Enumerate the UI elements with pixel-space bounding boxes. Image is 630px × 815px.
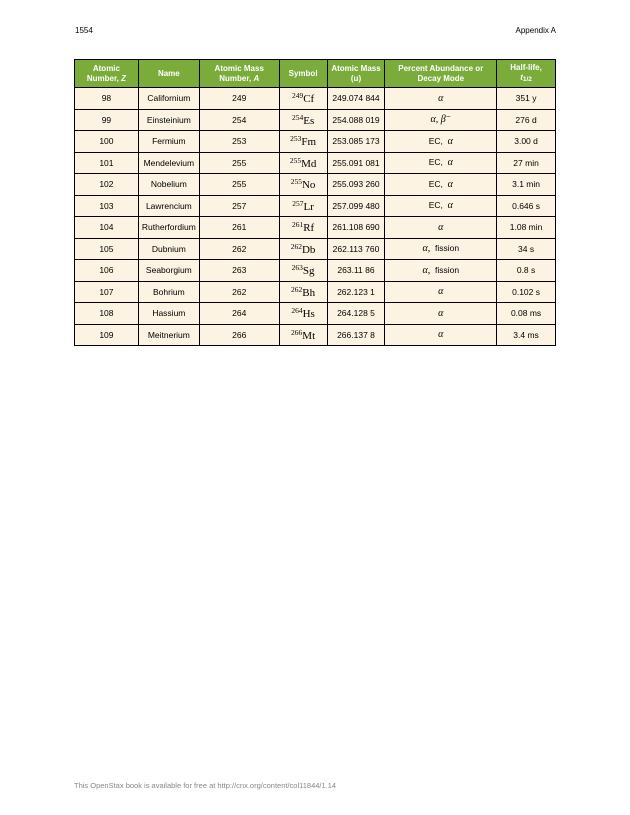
table-header-row <box>75 60 556 88</box>
cell-name: Rutherfordium <box>138 217 199 239</box>
table-row <box>75 324 556 346</box>
cell-symbol: $^{266}$Mt <box>279 324 327 346</box>
table-row <box>75 281 556 303</box>
cell-decay-mode: EC, α <box>385 131 497 153</box>
header-name: Name <box>138 60 199 88</box>
cell-half-life: 351 y <box>497 88 556 110</box>
cell-name: Fermium <box>138 131 199 153</box>
cell-half-life: 0.102 s <box>497 281 556 303</box>
cell-decay-mode: α <box>385 303 497 325</box>
cell-atomic-mass: 262.113 760 <box>327 238 385 260</box>
cell-mass-number: 253 <box>199 131 279 153</box>
cell-mass-number: 254 <box>199 109 279 131</box>
cell-name: Californium <box>138 88 199 110</box>
cell-atomic-mass: 255.091 081 <box>327 152 385 174</box>
cell-mass-number: 264 <box>199 303 279 325</box>
cell-atomic-mass: 262.123 1 <box>327 281 385 303</box>
cell-symbol: $^{255}$Md <box>279 152 327 174</box>
cell-atomic-number: 108 <box>75 303 139 325</box>
cell-atomic-number: 102 <box>75 174 139 196</box>
table-row <box>75 109 556 131</box>
table-row <box>75 260 556 282</box>
cell-name: Einsteinium <box>138 109 199 131</box>
table-row <box>75 217 556 239</box>
table-row <box>75 303 556 325</box>
page-number: 1554 <box>75 26 93 35</box>
cell-atomic-number: 109 <box>75 324 139 346</box>
cell-mass-number: 262 <box>199 238 279 260</box>
table-row <box>75 238 556 260</box>
cell-symbol: $^{261}$Rf <box>279 217 327 239</box>
cell-half-life: 0.646 s <box>497 195 556 217</box>
cell-atomic-mass: 254.088 019 <box>327 109 385 131</box>
header-atomic-mass: Atomic Mass (u) <box>327 60 385 88</box>
cell-symbol: $^{255}$No <box>279 174 327 196</box>
table-row <box>75 174 556 196</box>
cell-atomic-number: 105 <box>75 238 139 260</box>
cell-half-life: 276 d <box>497 109 556 131</box>
cell-symbol: $^{249}$Cf <box>279 88 327 110</box>
cell-name: Meitnerium <box>138 324 199 346</box>
cell-mass-number: 266 <box>199 324 279 346</box>
cell-atomic-mass: 261.108 690 <box>327 217 385 239</box>
cell-mass-number: 261 <box>199 217 279 239</box>
cell-name: Nobelium <box>138 174 199 196</box>
cell-atomic-number: 99 <box>75 109 139 131</box>
footer-note: This OpenStax book is available for free at http://cnx.org/content/col11844/1.14 <box>74 781 337 790</box>
cell-symbol: $^{257}$Lr <box>279 195 327 217</box>
cell-atomic-mass: 255.093 260 <box>327 174 385 196</box>
cell-name: Bohrium <box>138 281 199 303</box>
running-head: Appendix A <box>515 26 556 35</box>
cell-half-life: 3.1 min <box>497 174 556 196</box>
cell-atomic-number: 98 <box>75 88 139 110</box>
header-symbol: Symbol <box>279 60 327 88</box>
cell-decay-mode: α, fission <box>385 238 497 260</box>
header-mass-number: Atomic Mass Number, A <box>199 60 279 88</box>
cell-half-life: 3.4 ms <box>497 324 556 346</box>
cell-atomic-mass: 264.128 5 <box>327 303 385 325</box>
cell-atomic-number: 100 <box>75 131 139 153</box>
cell-atomic-number: 104 <box>75 217 139 239</box>
cell-atomic-number: 106 <box>75 260 139 282</box>
cell-atomic-number: 101 <box>75 152 139 174</box>
cell-decay-mode: EC, α <box>385 174 497 196</box>
cell-atomic-number: 107 <box>75 281 139 303</box>
cell-atomic-mass: 249.074 844 <box>327 88 385 110</box>
table-row <box>75 131 556 153</box>
header-decay-mode: Percent Abundance or Decay Mode <box>385 60 497 88</box>
cell-symbol: $^{264}$Hs <box>279 303 327 325</box>
cell-half-life: 0.08 ms <box>497 303 556 325</box>
cell-symbol: $^{263}$Sg <box>279 260 327 282</box>
cell-decay-mode: EC, α <box>385 195 497 217</box>
cell-name: Lawrencium <box>138 195 199 217</box>
cell-mass-number: 255 <box>199 174 279 196</box>
cell-name: Hassium <box>138 303 199 325</box>
cell-symbol: $^{262}$Db <box>279 238 327 260</box>
heavy-elements-table <box>74 59 556 346</box>
cell-atomic-mass: 253.085 173 <box>327 131 385 153</box>
cell-decay-mode: EC, α <box>385 152 497 174</box>
cell-half-life: 0.8 s <box>497 260 556 282</box>
cell-atomic-mass: 257.099 480 <box>327 195 385 217</box>
cell-decay-mode: α <box>385 217 497 239</box>
cell-symbol: $^{253}$Fm <box>279 131 327 153</box>
cell-half-life: 3.00 d <box>497 131 556 153</box>
cell-decay-mode: α, β⁻ <box>385 109 497 131</box>
cell-mass-number: 262 <box>199 281 279 303</box>
cell-atomic-mass: 263.11 86 <box>327 260 385 282</box>
cell-decay-mode: α <box>385 281 497 303</box>
cell-half-life: 1.08 min <box>497 217 556 239</box>
cell-decay-mode: α, fission <box>385 260 497 282</box>
cell-mass-number: 257 <box>199 195 279 217</box>
cell-name: Dubnium <box>138 238 199 260</box>
cell-symbol: $^{262}$Bh <box>279 281 327 303</box>
cell-mass-number: 263 <box>199 260 279 282</box>
cell-name: Mendelevium <box>138 152 199 174</box>
cell-half-life: 27 min <box>497 152 556 174</box>
cell-atomic-mass: 266.137 8 <box>327 324 385 346</box>
header-atomic-number: Atomic Number, Z <box>75 60 139 88</box>
cell-decay-mode: α <box>385 88 497 110</box>
cell-atomic-number: 103 <box>75 195 139 217</box>
cell-decay-mode: α <box>385 324 497 346</box>
table-row <box>75 152 556 174</box>
table-row <box>75 88 556 110</box>
cell-mass-number: 249 <box>199 88 279 110</box>
table-row <box>75 195 556 217</box>
cell-mass-number: 255 <box>199 152 279 174</box>
cell-symbol: $^{254}$Es <box>279 109 327 131</box>
header-half-life: Half-life, t1/2 <box>497 60 556 88</box>
cell-half-life: 34 s <box>497 238 556 260</box>
cell-name: Seaborgium <box>138 260 199 282</box>
